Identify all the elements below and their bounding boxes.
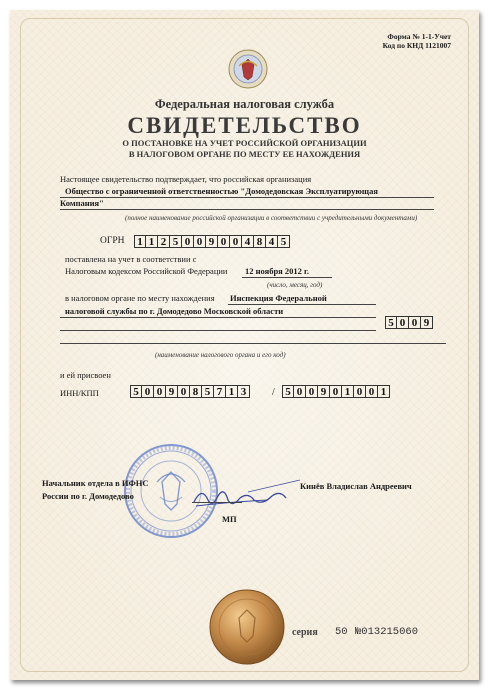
digit-cell: 5 xyxy=(130,385,142,398)
digit-cell: 9 xyxy=(166,385,178,398)
digit-cell: 5 xyxy=(282,385,294,398)
mp-label: МП xyxy=(222,514,237,524)
digit-cell: 0 xyxy=(294,385,306,398)
digit-cell: 1 xyxy=(342,385,354,398)
digit-cell: 0 xyxy=(409,316,421,329)
digit-cell: 5 xyxy=(385,316,397,329)
digit-cell: 1 xyxy=(378,385,390,398)
digit-cell: 4 xyxy=(242,235,254,248)
digit-cell: 9 xyxy=(318,385,330,398)
tax-office-underline-4 xyxy=(60,343,446,344)
series-label: серия xyxy=(292,627,318,638)
signer-title-2: России по г. Домодедово xyxy=(42,491,134,501)
signature-line xyxy=(192,502,242,503)
document-title: СВИДЕТЕЛЬСТВО xyxy=(127,113,362,138)
digit-cell: 8 xyxy=(190,385,202,398)
office-caption: (наименование налогового органа и его код) xyxy=(155,351,286,359)
digit-cell: 3 xyxy=(238,385,250,398)
digit-cell: 5 xyxy=(170,235,182,248)
org-line-1 xyxy=(60,197,434,198)
digit-cell: 0 xyxy=(330,385,342,398)
ogrn-label: ОГРН xyxy=(100,236,125,246)
tax-office-text: в налоговом органе по месту нахождения xyxy=(65,293,215,303)
service-name: Федеральная налоговая служба xyxy=(154,97,335,111)
kpp-cells xyxy=(282,385,390,398)
kpp-separator: / xyxy=(272,387,275,398)
digit-cell: 7 xyxy=(214,385,226,398)
digit-cell: 0 xyxy=(142,385,154,398)
registered-text-1: поставлена на учет в соответствии с xyxy=(65,254,197,264)
date-caption: (число, месяц, год) xyxy=(267,281,323,289)
digit-cell: 0 xyxy=(354,385,366,398)
org-name-line-2: Компания" xyxy=(60,198,104,208)
digit-cell: 9 xyxy=(421,316,433,329)
digit-cell: 5 xyxy=(202,385,214,398)
emblem-icon xyxy=(228,48,268,90)
digit-cell: 0 xyxy=(194,235,206,248)
digit-cell: 8 xyxy=(254,235,266,248)
inn-cells xyxy=(130,385,250,398)
knd-code: Код по КНД 1121007 xyxy=(382,41,451,50)
certificate-number: №013215060 xyxy=(355,626,419,638)
tax-office-underline-1 xyxy=(228,304,376,305)
digit-cell: 0 xyxy=(397,316,409,329)
digit-cell: 0 xyxy=(306,385,318,398)
registered-text-2: Налоговым кодексом Российской Федерации xyxy=(65,266,228,276)
tax-office-line-1: Инспекция Федеральной xyxy=(230,293,327,303)
digit-cell: 0 xyxy=(230,235,242,248)
subtitle-line-2: В НАЛОГОВОМ ОРГАНЕ ПО МЕСТУ ЕЕ НАХОЖДЕНИЯ xyxy=(128,149,361,159)
series-value: 50 xyxy=(335,626,348,638)
digit-cell: 1 xyxy=(134,235,146,248)
signer-title-1: Начальник отдела в ИФНС xyxy=(42,478,149,488)
assigned-text: и ей присвоен xyxy=(60,370,111,380)
subtitle-line-1: О ПОСТАНОВКЕ НА УЧЕТ РОССИЙСКОЙ ОРГАНИЗАЦИИ xyxy=(122,138,367,148)
digit-cell: 2 xyxy=(158,235,170,248)
signer-name: Кинёв Владислав Андреевич xyxy=(300,481,412,491)
digit-cell: 0 xyxy=(218,235,230,248)
inn-label: ИНН/КПП xyxy=(60,388,99,398)
registration-date: 12 ноября 2012 г. xyxy=(245,266,310,276)
confirm-text: Настоящее свидетельство подтверждает, что российская организация xyxy=(60,174,312,184)
form-number: Форма № 1-1-Учет xyxy=(387,32,451,41)
digit-cell: 0 xyxy=(178,385,190,398)
org-caption: (полное наименование российской организации в соответствии с учредительными документами) xyxy=(125,214,418,222)
digit-cell: 1 xyxy=(146,235,158,248)
org-line-2 xyxy=(60,209,434,210)
office-code-cells xyxy=(385,316,433,329)
digit-cell: 0 xyxy=(154,385,166,398)
gold-seal xyxy=(208,588,286,666)
org-name-line-1: Общество с ограниченной ответственностью "Домодедовская Эксплуатирующая xyxy=(65,186,378,196)
digit-cell: 4 xyxy=(266,235,278,248)
tax-office-underline-2 xyxy=(60,317,376,318)
digit-cell: 0 xyxy=(366,385,378,398)
tax-office-line-2: налоговой службы по г. Домодедово Московской области xyxy=(65,306,284,316)
digit-cell: 1 xyxy=(226,385,238,398)
date-line xyxy=(242,277,332,278)
tax-office-underline-3 xyxy=(60,330,376,331)
ogrn-cells xyxy=(134,235,290,248)
digit-cell: 5 xyxy=(278,235,290,248)
signature xyxy=(188,478,308,514)
digit-cell: 9 xyxy=(206,235,218,248)
certificate-sheet xyxy=(10,10,479,680)
digit-cell: 0 xyxy=(182,235,194,248)
